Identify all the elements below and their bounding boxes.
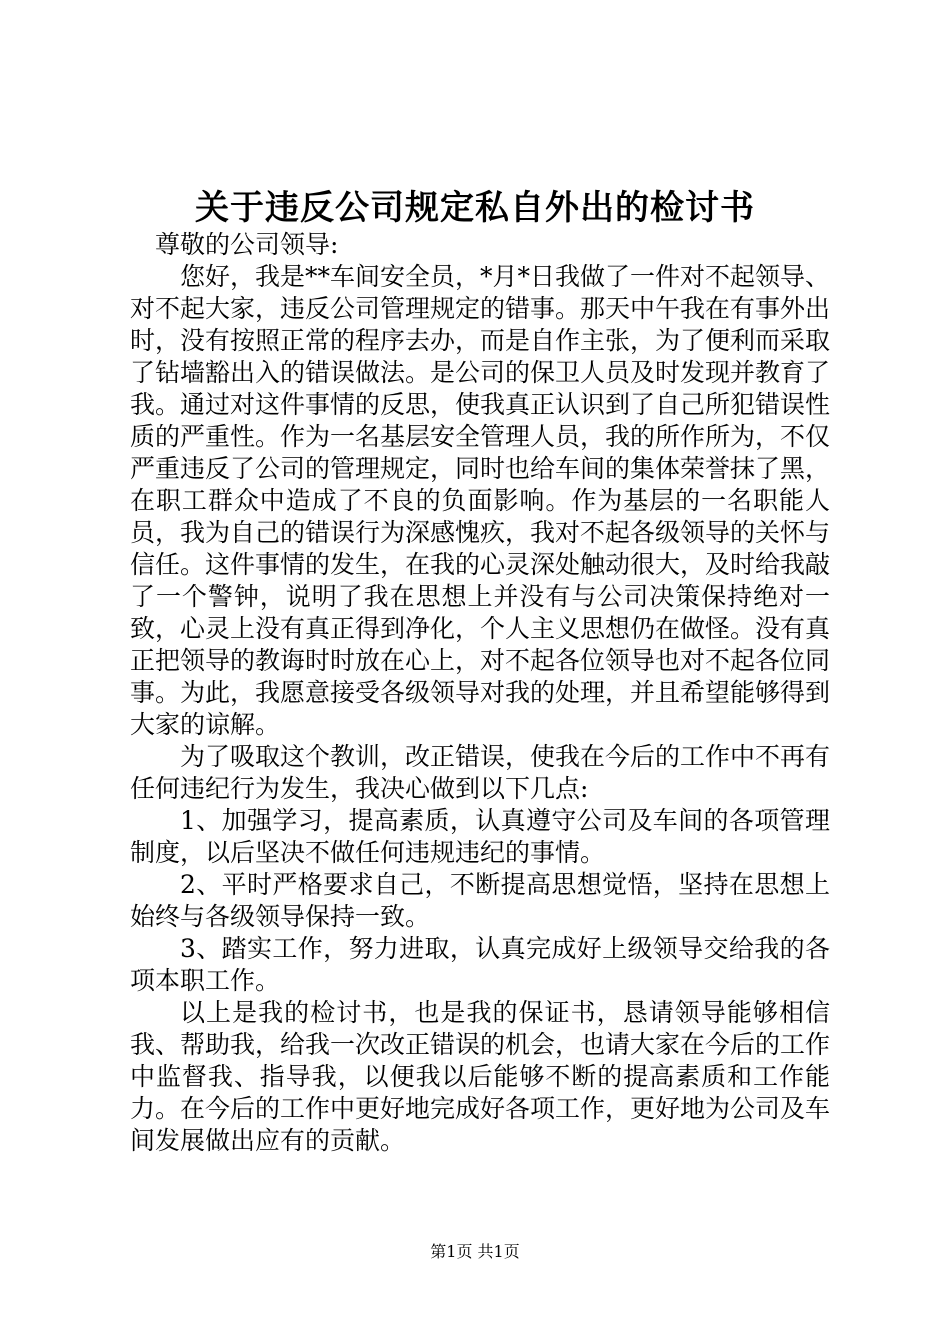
paragraph-point-1: 1、加强学习，提高素质，认真遵守公司及车间的各项管理制度，以后坚决不做任何违规违纪的事情。 [130,806,830,867]
paragraph-point-3: 3、踏实工作，努力进取，认真完成好上级领导交给我的各项本职工作。 [130,934,830,995]
salutation: 尊敬的公司领导: [155,230,339,259]
page-number: 第1页 共1页 [430,1242,520,1261]
paragraph-greeting: 您好，我是**车间安全员，*月*日我做了一件对不起领导、对不起大家，违反公司管理规定的错事。那天中午我在有事外出时，没有按照正常的程序去办，而是自作主张，为了便利而采取了钻墙豁出入的错误做法。是公司的保卫人员及时发现并教育了我。通过对这件事情的反思，使我真正认识到了自己所犯错误性质的严重性。作为一名基层安全管理人员，我的所作所为，不仅严重违反了公司的管理规定，同时也给车间的集体荣誉抹了黑，在职工群众中造成了不良的负面影响。作为基层的一名职能人员，我为自己的错误行为深感愧疚，我对不起各级领导的关怀与信任。这件事情的发生，在我的心灵深处触动很大，及时给我敲了一个警钟，说明了我在思想上并没有与公司决策保持绝对一致，心灵上没有真正得到净化，个人主义思想仍在做怪。没有真正把领导的教诲时时放在心上，对不起各位领导也对不起各位同事。为此，我愿意接受各级领导对我的处理，并且希望能够得到大家的谅解。 [130,262,831,739]
document-body [130,229,830,1157]
paragraph-point-2: 2、平时严格要求自己，不断提高思想觉悟，坚持在思想上始终与各级领导保持一致。 [130,870,830,931]
document-title: 关于违反公司规定私自外出的检讨书 [195,188,755,228]
paragraph-resolution: 为了吸取这个教训，改正错误，使我在今后的工作中不再有任何违纪行为发生，我决心做到以下几点: [130,742,831,803]
paragraph-closing: 以上是我的检讨书，也是我的保证书，恳请领导能够相信我、帮助我，给我一次改正错误的机会，也请大家在今后的工作中监督我、指导我，以便我以后能够不断的提高素质和工作能力。在今后的工作中更好地完成好各项工作，更好地为公司及车间发展做出应有的贡献。 [130,998,831,1155]
